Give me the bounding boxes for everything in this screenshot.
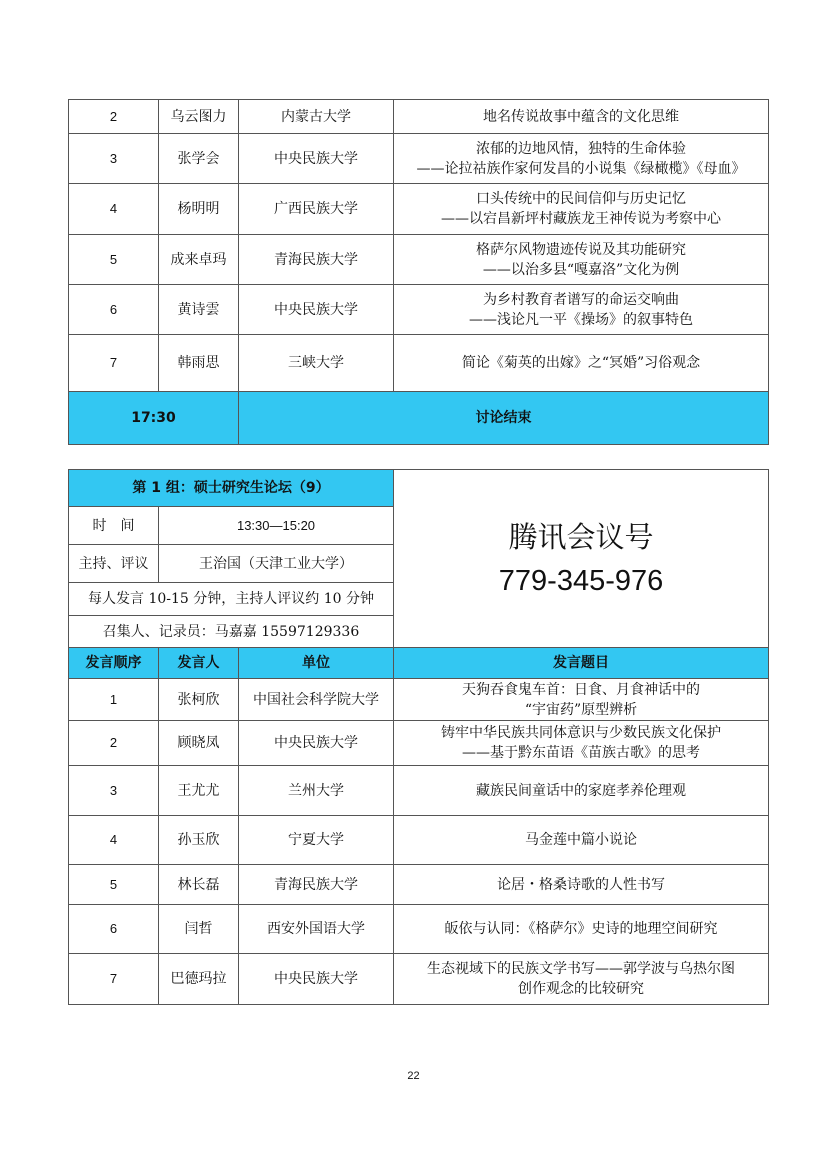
order-cell: 2 [69,100,159,134]
title-cell [394,905,769,954]
title-cell [394,679,769,721]
title-cell [394,816,769,865]
title-subline: ——论拉祜族作家何发昌的小说集《绿橄榄》《母血》 [416,160,746,177]
end-row [69,392,769,445]
table-row [69,100,769,134]
speaker-cell: 林长磊 [159,865,239,905]
speaker-cell: 张学会 [159,134,239,184]
unit-cell: 青海民族大学 [239,235,394,285]
convener-info: 召集人、记录员：马嘉嘉 15597129336 [69,616,394,648]
header-unit: 单位 [239,648,394,679]
order-cell: 6 [69,285,159,335]
table-row [69,865,769,905]
unit-cell: 西安外国语大学 [239,905,394,954]
speaking-rule: 每人发言 10-15 分钟，主持人评议约 10 分钟 [69,583,394,616]
unit-cell: 中央民族大学 [239,954,394,1005]
table-row [69,335,769,392]
order-cell: 4 [69,816,159,865]
title-cell [394,865,769,905]
title-subline: ——以宕昌新坪村藏族龙王神传说为考察中心 [441,211,721,227]
header-speaker: 发言人 [159,648,239,679]
title-line: 简论《菊英的出嫁》之“冥婚”习俗观念 [461,355,701,371]
unit-cell: 广西民族大学 [239,184,394,235]
table-row [69,766,769,816]
title-line: 格萨尔风物遗迹传说及其功能研究 [476,241,686,258]
title-line: 浓郁的边地风情，独特的生命体验 [476,140,686,157]
header-row [69,648,769,679]
title-line: 天狗吞食鬼车首：日食、月食神话中的 [462,681,701,698]
speaker-cell: 韩雨思 [159,335,239,392]
order-cell: 1 [69,679,159,721]
title-cell [394,184,769,235]
title-cell [394,766,769,816]
speaker-cell: 孙玉欣 [159,816,239,865]
title-cell [394,100,769,134]
table-row [69,721,769,766]
title-line: 论居・格桑诗歌的人性书写 [497,876,666,893]
table-row [69,679,769,721]
meeting-number: 779-345-976 [498,564,664,597]
title-cell [394,335,769,392]
meeting-label: 腾讯会议号 [508,519,654,554]
order-cell: 6 [69,905,159,954]
title-subline: ——基于黔东苗语《苗族古歌》的思考 [462,745,701,761]
title-cell [394,134,769,184]
speaker-cell: 乌云图力 [159,100,239,134]
title-subline: ——浅论凡一平《操场》的叙事特色 [469,311,693,328]
speaker-cell: 巴德玛拉 [159,954,239,1005]
title-subline: ——以治多县“嘎嘉洛”文化为例 [482,261,680,278]
table-row [69,816,769,865]
unit-cell: 青海民族大学 [239,865,394,905]
unit-cell: 三峡大学 [239,335,394,392]
title-line: 为乡村教育者谱写的命运交响曲 [483,291,679,308]
title-cell [394,721,769,766]
speaker-cell: 闫哲 [159,905,239,954]
table-row [69,184,769,235]
speaker-cell: 顾晓凤 [159,721,239,766]
table-row [69,905,769,954]
order-cell: 7 [69,954,159,1005]
order-cell: 3 [69,134,159,184]
title-subline: 创作观念的比较研究 [518,981,645,997]
page-number: 22 [407,1070,420,1082]
unit-cell: 中央民族大学 [239,134,394,184]
order-cell: 2 [69,721,159,766]
unit-cell: 内蒙古大学 [239,100,394,134]
time-label: 时 间 [69,507,159,545]
order-cell: 3 [69,766,159,816]
order-cell: 5 [69,865,159,905]
unit-cell: 中央民族大学 [239,721,394,766]
schedule-table-continued [68,99,769,445]
table-row [69,134,769,184]
title-line: 地名传说故事中蕴含的文化思维 [483,108,679,125]
title-line: 藏族民间童话中的家庭孝养伦理观 [476,782,687,799]
table-row [69,285,769,335]
group-1-schedule-table [68,469,769,1005]
title-cell [394,954,769,1005]
speaker-cell: 张柯欣 [159,679,239,721]
speaker-cell: 杨明明 [159,184,239,235]
title-line: 生态视域下的民族文学书写——郭学波与乌热尔图 [427,961,736,977]
host-label: 主持、评议 [69,545,159,583]
table-row [69,954,769,1005]
unit-cell: 宁夏大学 [239,816,394,865]
title-line: 口头传统中的民间信仰与历史记忆 [476,191,686,207]
order-cell: 5 [69,235,159,285]
title-cell [394,235,769,285]
time-value: 13:30—15:20 [159,507,394,545]
speaker-cell: 王尤尤 [159,766,239,816]
end-label: 讨论结束 [239,392,769,445]
unit-cell: 中央民族大学 [239,285,394,335]
unit-cell: 中国社会科学院大学 [239,679,394,721]
title-cell [394,285,769,335]
host-value: 王治国（天津工业大学） [159,545,394,583]
unit-cell: 兰州大学 [239,766,394,816]
speaker-cell: 成来卓玛 [159,235,239,285]
group-title: 第 1 组：硕士研究生论坛（9） [69,470,394,507]
title-line: 马金莲中篇小说论 [525,832,638,848]
order-cell: 7 [69,335,159,392]
title-subline: “宇宙药”原型辨析 [524,701,638,718]
title-line: 铸牢中华民族共同体意识与少数民族文化保护 [441,725,722,741]
order-cell: 4 [69,184,159,235]
table-row [69,235,769,285]
header-title: 发言题目 [394,648,769,679]
speaker-cell: 黄诗雲 [159,285,239,335]
header-order: 发言顺序 [69,648,159,679]
title-line: 皈依与认同：《格萨尔》史诗的地理空间研究 [444,921,718,937]
meeting-info [394,470,769,648]
end-time: 17:30 [69,392,239,445]
